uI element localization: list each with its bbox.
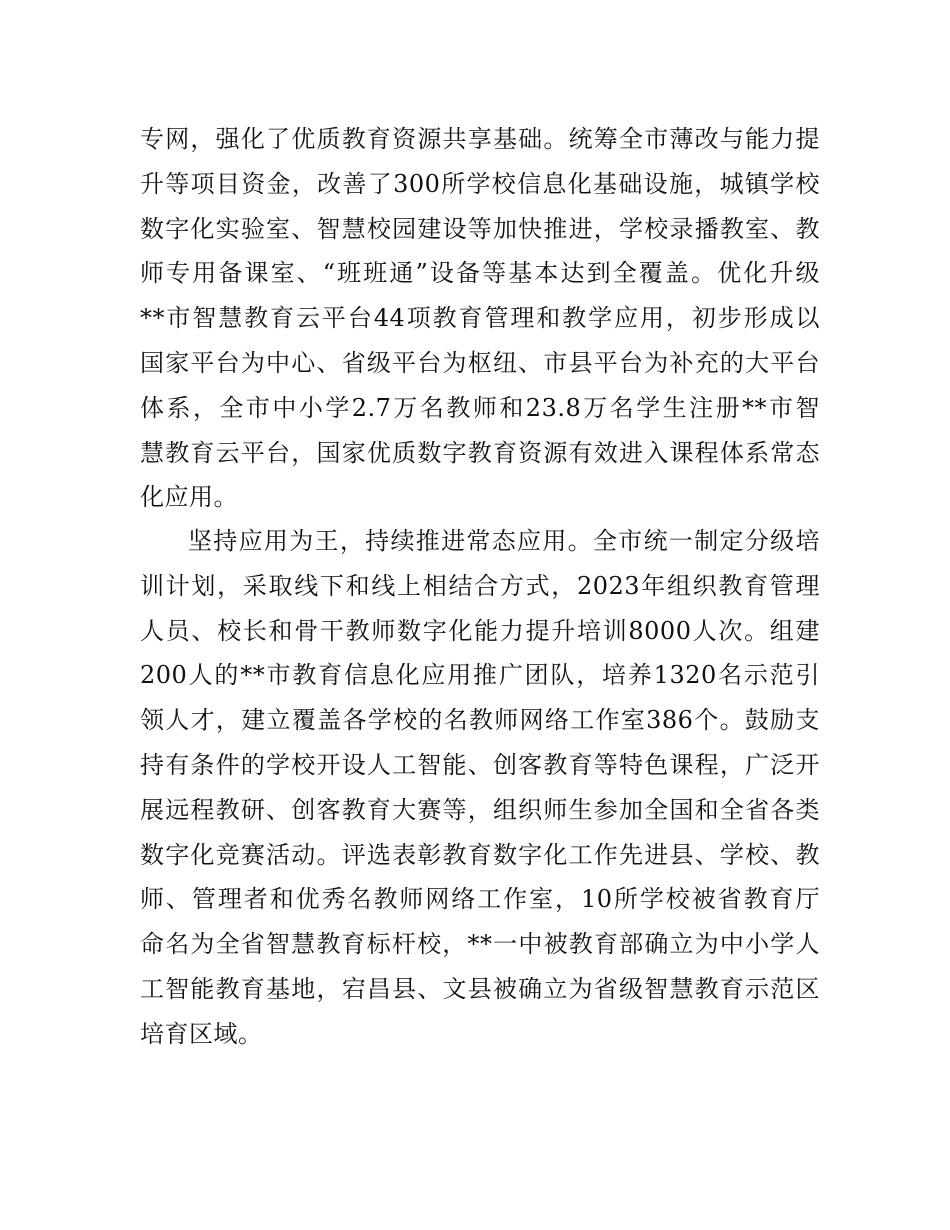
paragraph-line: 数字化实验室、智慧校园建设等加快推进，学校录播教室、教: [140, 214, 820, 243]
paragraph-line: 升等项目资金，改善了300所学校信息化基础设施，城镇学校: [140, 169, 820, 198]
paragraph-line: 体系，全市中小学2.7万名教师和23.8万名学生注册**市智: [140, 393, 820, 422]
paragraph-line: 化应用。: [140, 483, 238, 512]
paragraph-1: [140, 117, 820, 520]
paragraph-line: 坚持应用为王，持续推进常态应用。全市统一制定分级培: [188, 527, 820, 555]
paragraph-line: 数字化竞赛活动。评选表彰教育数字化工作先进县、学校、教: [140, 840, 820, 869]
paragraph-line: 工智能教育基地，宕昌县、文县被确立为省级智慧教育示范区: [140, 974, 820, 1003]
paragraph-line: 展远程教研、创客教育大赛等，组织师生参加全国和全省各类: [140, 795, 820, 824]
paragraph-line: 训计划，采取线下和线上相结合方式，2023年组织教育管理: [140, 571, 820, 600]
paragraph-line: 200人的**市教育信息化应用推广团队，培养1320名示范引: [140, 661, 820, 690]
paragraph-line: **市智慧教育云平台44项教育管理和教学应用，初步形成以: [140, 304, 820, 333]
paragraph-line: 师、管理者和优秀名教师网络工作室，10所学校被省教育厅: [140, 885, 820, 914]
paragraph-line: 慧教育云平台，国家优质数字教育资源有效进入课程体系常态: [140, 438, 820, 467]
paragraph-line: 人员、校长和骨干教师数字化能力提升培训8000人次。组建: [140, 616, 820, 645]
paragraph-line: 领人才，建立覆盖各学校的名教师网络工作室386个。鼓励支: [140, 706, 820, 735]
paragraph-line: 国家平台为中心、省级平台为枢纽、市县平台为补充的大平台: [140, 348, 820, 377]
paragraph-line: 命名为全省智慧教育标杆校，**一中被教育部确立为中小学人: [140, 930, 820, 959]
paragraph-line: 培育区域。: [140, 1019, 263, 1048]
paragraph-line: 持有条件的学校开设人工智能、创客教育等特色课程，广泛开: [140, 750, 820, 779]
paragraph-line: 师专用备课室、“班班通”设备等基本达到全覆盖。优化升级: [140, 259, 820, 288]
paragraph-2: [140, 519, 820, 1057]
paragraph-line: 专网，强化了优质教育资源共享基础。统筹全市薄改与能力提: [140, 125, 820, 153]
